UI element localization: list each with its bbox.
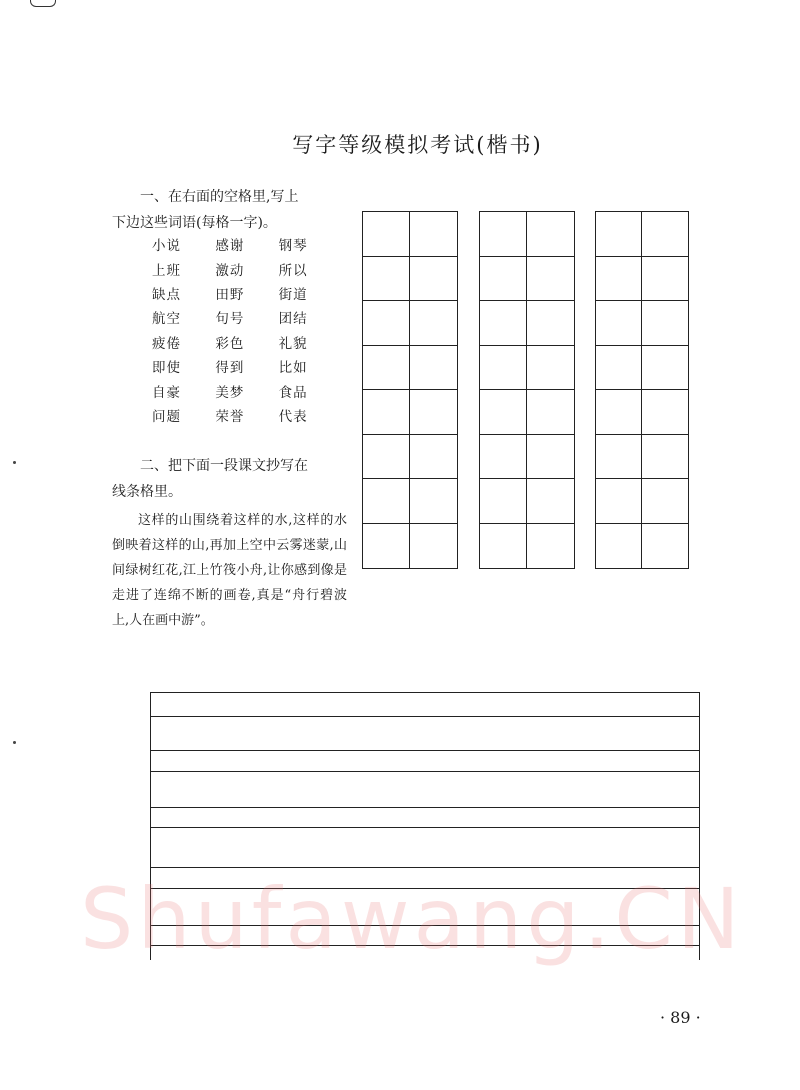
grid-cell[interactable] <box>527 479 574 524</box>
section1-instruction-line2: 下边这些词语(每格一字)。 <box>112 215 277 231</box>
grid-cell[interactable] <box>642 346 688 391</box>
page-title: 写字等级模拟考试(楷书) <box>292 133 543 157</box>
grid-cell[interactable] <box>642 301 688 346</box>
grid-cell[interactable] <box>642 257 688 302</box>
handwriting-line <box>151 771 699 772</box>
grid-cell[interactable] <box>410 435 457 480</box>
handwriting-line <box>151 807 699 808</box>
grid-cell[interactable] <box>642 390 688 435</box>
grid-cell[interactable] <box>410 301 457 346</box>
grid-cell[interactable] <box>363 390 410 435</box>
grid-cell[interactable] <box>596 435 642 480</box>
grid-cell[interactable] <box>527 524 574 569</box>
handwriting-line <box>151 692 699 693</box>
grid-cell[interactable] <box>480 435 527 480</box>
grid-cell[interactable] <box>480 346 527 391</box>
grid-cell[interactable] <box>363 212 410 257</box>
grid-cell[interactable] <box>410 212 457 257</box>
writing-grid-1[interactable] <box>362 211 458 569</box>
grid-cell[interactable] <box>596 390 642 435</box>
word-item: 激动 <box>215 262 245 279</box>
grid-cell[interactable] <box>410 524 457 569</box>
grid-cell[interactable] <box>642 524 688 569</box>
watermark: Shufawang.CN <box>80 870 744 968</box>
word-item: 句号 <box>215 311 245 328</box>
grid-cell[interactable] <box>363 524 410 569</box>
word-item: 代表 <box>278 408 308 425</box>
word-item: 小说 <box>152 238 181 255</box>
word-row <box>152 378 342 402</box>
word-row <box>152 403 342 427</box>
section1-instruction <box>112 184 347 236</box>
word-list <box>152 232 342 427</box>
word-item: 航空 <box>152 311 181 328</box>
handwriting-line <box>151 750 699 751</box>
handwriting-line <box>151 716 699 717</box>
word-row <box>152 281 342 305</box>
word-row <box>152 232 342 256</box>
grid-cell[interactable] <box>363 257 410 302</box>
grid-cell[interactable] <box>527 435 574 480</box>
word-item: 彩色 <box>215 335 245 352</box>
grid-cell[interactable] <box>363 301 410 346</box>
word-item: 上班 <box>152 262 181 279</box>
word-item: 美梦 <box>215 384 245 401</box>
word-item: 礼貌 <box>278 335 308 352</box>
grid-cell[interactable] <box>480 479 527 524</box>
word-item: 团结 <box>278 311 308 328</box>
word-row <box>152 305 342 329</box>
section1-instruction-line1: 一、在右面的空格里,写上 <box>140 189 299 205</box>
grid-cell[interactable] <box>527 257 574 302</box>
writing-grid-2[interactable] <box>479 211 575 569</box>
grid-cell[interactable] <box>480 390 527 435</box>
grid-cell[interactable] <box>480 257 527 302</box>
word-row <box>152 330 342 354</box>
grid-cell[interactable] <box>363 479 410 524</box>
grid-cell[interactable] <box>527 212 574 257</box>
grid-cell[interactable] <box>527 390 574 435</box>
grid-cell[interactable] <box>363 435 410 480</box>
handwriting-line <box>151 867 699 868</box>
grid-cell[interactable] <box>527 301 574 346</box>
passage-text: 这样的山围绕着这样的水,这样的水倒映着这样的山,再加上空中云雾迷蒙,山间绿树红花,江上竹筏小舟,让你感到像是走进了连绵不断的画卷,真是“舟行碧波上,人在画中游”。 <box>112 513 347 628</box>
grid-cell[interactable] <box>596 257 642 302</box>
word-row <box>152 354 342 378</box>
writing-grid-3[interactable] <box>595 211 689 569</box>
grid-cell[interactable] <box>363 346 410 391</box>
handwriting-line <box>151 827 699 828</box>
grid-cell[interactable] <box>410 479 457 524</box>
grid-cell[interactable] <box>642 435 688 480</box>
word-item: 缺点 <box>152 286 181 303</box>
grid-cell[interactable] <box>480 301 527 346</box>
grid-cell[interactable] <box>642 212 688 257</box>
grid-cell[interactable] <box>596 524 642 569</box>
word-item: 荣誉 <box>215 408 245 425</box>
grid-cell[interactable] <box>527 346 574 391</box>
word-item: 问题 <box>152 408 181 425</box>
grid-cell[interactable] <box>596 301 642 346</box>
grid-cell[interactable] <box>410 346 457 391</box>
grid-cell[interactable] <box>480 524 527 569</box>
word-row <box>152 256 342 280</box>
word-item: 食品 <box>278 384 308 401</box>
grid-cell[interactable] <box>410 390 457 435</box>
margin-dot <box>13 741 16 744</box>
word-item: 所以 <box>278 262 308 279</box>
section2-instruction-line2: 线条格里。 <box>112 484 182 500</box>
word-item: 比如 <box>278 360 308 377</box>
word-item: 钢琴 <box>278 238 308 255</box>
word-item: 得到 <box>215 360 245 377</box>
grid-cell[interactable] <box>410 257 457 302</box>
grid-cell[interactable] <box>596 346 642 391</box>
corner-mark <box>30 0 56 7</box>
word-item: 自豪 <box>152 384 181 401</box>
word-item: 感谢 <box>215 238 245 255</box>
section2-instruction <box>112 453 347 505</box>
word-item: 田野 <box>215 286 245 303</box>
word-item: 疲倦 <box>152 335 181 352</box>
margin-dot <box>13 461 16 464</box>
word-item: 即使 <box>152 360 181 377</box>
section2-instruction-line1: 二、把下面一段课文抄写在 <box>140 458 308 474</box>
page-number: · 89 · <box>660 1008 701 1027</box>
grid-cell[interactable] <box>596 212 642 257</box>
grid-cell[interactable] <box>480 212 527 257</box>
grid-cell[interactable] <box>642 479 688 524</box>
grid-cell[interactable] <box>596 479 642 524</box>
word-item: 街道 <box>278 286 308 303</box>
